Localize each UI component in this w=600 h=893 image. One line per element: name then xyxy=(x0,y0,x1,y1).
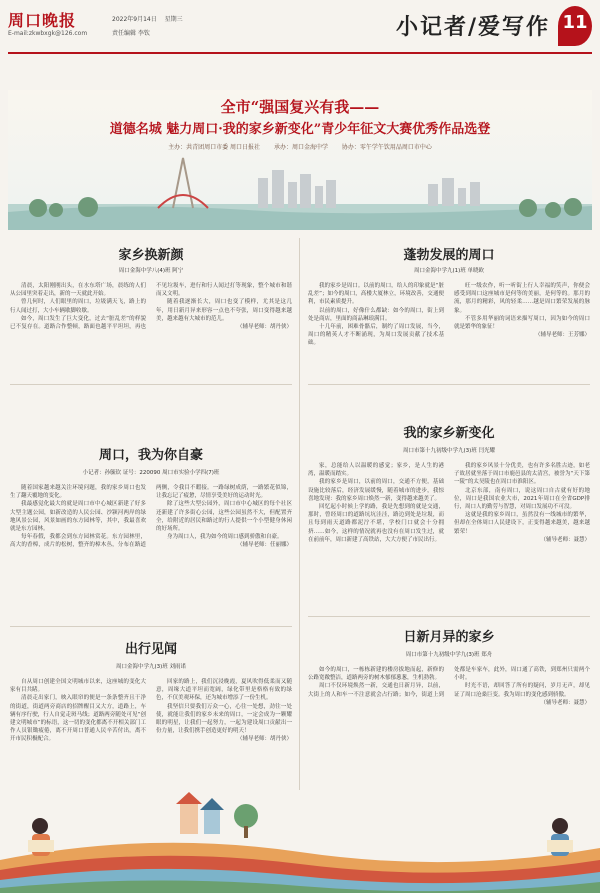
paragraph: 时光不语，却回答了所有的疑问，岁月无声，却见证了周口沧桑巨变。我为周口的变化感到骄傲。 xyxy=(454,683,590,698)
section-title: 小记者/爱写作 xyxy=(395,14,550,40)
paragraph: 回家的路上，我们沉浸晚霞，夏风吹得低柔而又随意，周缘大道平坦而宽阔，绿化带里是格格有致的绿色，不仅美观环保，还为城市增添了一份生机。 xyxy=(156,679,292,702)
paragraph: 我最感觉化最大的就是周口市中心城区新建了好多大型主题公园，如新改造的人民公园、沙颍河两岸的绿地风景公园，风景如画的东方园林等，其中，我最喜欢就是东方园林。 xyxy=(10,501,146,533)
paragraph: 我坚信只要我们万众一心，心往一处想，劲往一处使，就能让我们的家乡未来的周口，一定会成为一颗耀眼的明星，让我们一起努力，一起为建设周口贡献出一份力量，让我们携手创造更好的明天！ xyxy=(156,703,292,735)
banner-sponsors xyxy=(8,142,592,151)
article-hometown-new-look xyxy=(10,240,292,380)
paragraph: 清晨走出家门，映入眼帘的便是一条条整齐且干净的街道，街道两旁商店的招牌醒目又大方，道路上，车辆有序行驶，行人自觉走斑马线；道路两旁随处可见“创建文明城市”的标语，这一切的变化都离不开相关部门工作人员银锄疲倦，离不开周口普通人民辛苦付出，离不开市民积极配合。 xyxy=(10,695,146,743)
email-address: E-mail:zkwbxgk@126.com xyxy=(8,30,88,37)
paragraph: 如今，周口发生了巨大变化，过去“脏乱差”的样貌已不复存在。道路合作整顿，路面也越平平坦坦，再也不见垃圾车，进行和行人闻过打等现象，整个城市和谐而又文明。 xyxy=(10,283,292,331)
city-skyline-illustration xyxy=(8,152,592,230)
article-byline: 周口市第十九初级中学九(3)班 郑舟 xyxy=(405,652,493,658)
advisor-credit: （辅导老师：聂慧） xyxy=(540,699,590,706)
article-separator xyxy=(308,384,590,385)
article-title: 周口，我为你自豪 xyxy=(98,448,203,463)
paragraph: 我的家乡是周口，以前的周口，交通不方便，基础设施比较落后，经济发展缓慢，随着城市的进步，我惊喜地发现：我的家乡周口焕然一新，变得越来越美了。 xyxy=(308,479,444,502)
article-title: 蓬勃发展的周口 xyxy=(403,248,495,263)
masthead-rule xyxy=(8,52,592,54)
article-rapidly-changing-hometown xyxy=(308,620,590,790)
banner-title-line2: 道德名城 魅力周口·我的家乡新变化”青少年征文大赛优秀作品选登 xyxy=(109,122,491,137)
paragraph: 自从周口创建全国文明城市以来，这座城的变化大家有目共睹。 xyxy=(10,679,146,694)
paragraph: 家，总能给人以温暖的感觉；家乡，是人生的港湾，温暖而踏实。 xyxy=(308,463,444,478)
dateline xyxy=(112,14,189,23)
article-body xyxy=(308,666,590,758)
advisor-credit: （辅导老师：胡丹侠） xyxy=(236,324,292,331)
paragraph: 随着我逐渐长大，周口也变了模样，尤其是这几年，用日新月异来形容一点也不夸张，周口变得越来越美，越来越有大城市的范儿。 xyxy=(156,299,292,322)
paragraph: 我的家乡是周口。以前的周口，给人的印象就是“脏乱差”；如今的周口，高楼大厦林立，环境改善，交通便利，市民素质提升。 xyxy=(308,283,444,306)
paragraph: 这就是我的家乡周口，虽然没有一线城市的繁华，但却在全体周口人民建设下，正变得越来越美，越来越繁荣！ xyxy=(454,512,590,535)
article-body xyxy=(10,484,292,620)
paragraph: 如今的周口，一栋栋新建的楼房拔地而起，新修的公路宽敞整洁，道路两旁的树木郁郁葱葱，生机勃勃。 xyxy=(308,667,444,682)
article-body xyxy=(10,678,292,790)
sponsor-organizer: 主办：共青团周口市委 周口日报社 xyxy=(168,144,261,151)
reading-children-illustration xyxy=(0,790,600,893)
article-title: 出行见闻 xyxy=(124,642,177,657)
article-title: 家乡换新颜 xyxy=(118,248,184,263)
article-separator xyxy=(10,384,292,385)
paragraph: 以前的周口，好像什么都缺：如今的周口，街上到处是商店，里面的商品琳琅满目。 xyxy=(308,307,444,322)
sponsor-host: 承办：周口金海中学 xyxy=(273,144,328,151)
article-travel-observations xyxy=(10,632,292,792)
advisor-credit: （辅导老师：胡丹侠） xyxy=(236,736,292,743)
article-byline: 小记者：孙毓钦 证号：220090 周口市实验小学四(7)班 xyxy=(82,470,220,476)
paragraph: 清晨，太阳刚刚出头，在水东塔广场，晨练的人们从公园里突着走出，新的一天就此开始。 xyxy=(10,283,146,298)
article-hometown-changes xyxy=(308,412,590,612)
article-byline: 周口金海中学九(3)班 刘雨诺 xyxy=(115,664,187,670)
article-byline: 周口金海中学九(1)班 单晓欧 xyxy=(413,268,485,274)
paragraph: 十几年前，困难骨骼后，制约了周口发展，当今，周口的精英人才不断涌现，为周口发展贡献了技术基础。 xyxy=(308,324,444,347)
paragraph: 旺一级农作，听一听街上行人幸福的笑声，你便会感受到周口这座城市是何等的美丽，是何等的。那月的流，那月的精彩，风的轻柔……越是周口繁荣发展的脉象。 xyxy=(454,283,590,314)
article-title: 我的家乡新变化 xyxy=(403,426,495,441)
paragraph: 回忆起小时候上学的路，我是先想到的就是交通，那时，曾经周口的道路坑坑洼洼，路边到处是垃圾，而且每到雨天道路都泥泞不堪，学校门口就会十分拥挤……如今，这样的情况就再也没有在周口发生过，就在前前年，周口新建了高铁站，大大方便了市民出行。 xyxy=(308,504,444,543)
article-body xyxy=(10,282,292,378)
article-body xyxy=(308,282,590,378)
paragraph: 每年春假，我都会到东方园林赏花。东方园林里，高大的香樟，成片的松树，整齐的樟木丛，分布在路道两侧，令我目不暇接。一路绿树成荫，一路繁花似锦，让我忘记了疲惫，尽情享受美好的运动时光。 xyxy=(10,485,292,549)
paragraph: 我的家乡风景十分优美，也有许多名胜古迹，如老子故居就坐落于周口市鹿邑县的太清宫，被誉为“天下第一陵”的太昊陵也在周口市淮阳区。 xyxy=(454,463,590,486)
article-title: 日新月异的家乡 xyxy=(403,630,495,645)
banner-title-line1: 全市“强国复兴有我—— xyxy=(220,98,380,116)
issue-date: 2022年9月14日 xyxy=(112,16,157,23)
masthead xyxy=(0,0,600,72)
sponsor-coorganizer: 协办：零午学午饮用品周口市中心 xyxy=(341,144,432,151)
advisor-credit: （辅导老师：任丽娜） xyxy=(236,542,292,549)
paragraph: 不管多用华丽的词语来描写周口，因为如今的周口就是繁华的象征！ xyxy=(454,315,590,331)
paragraph: 周口不仅环境焕然一新，交通也日新月异，以前，大街上的人和车一不注意就会占行路；如今，街道上到处都是车家车，此外，周口通了高铁，到郑州只需两个小时。 xyxy=(308,667,590,698)
article-thriving-zhoukou xyxy=(308,240,590,380)
paragraph: 北京东部，南有周口，说这周口自古就有好的地位，周口是我国农业大市，2021年周口在全省GDP排行，周口人的勤劳与智慧，对周口发展功不可没。 xyxy=(454,487,590,511)
page-number: 11 xyxy=(558,6,592,46)
paragraph: 除了这些大型公园外，周口市中心城区的每个社区还新建了许多街心公园，这些公园虽然不大，但配置齐全，给附近的居民和路过的行人提供一个小型健身休闲的好场所。 xyxy=(156,501,292,533)
article-byline: 周口金海中学八(4)班 阿宁 xyxy=(118,268,184,274)
article-byline: 周口市第十九初级中学九(3)班 闫光耀 xyxy=(402,448,496,454)
issue-weekday: 星期三 xyxy=(164,16,183,23)
article-proud-of-zhoukou xyxy=(10,388,292,624)
contest-banner xyxy=(8,90,592,230)
column-divider xyxy=(299,238,300,790)
advisor-credit: （辅导老师：聂慧） xyxy=(540,536,590,543)
article-separator xyxy=(10,626,292,627)
paragraph: 曾几何时，人们眼里的周口，垃圾满天飞，路上的行人闻过打，大小车辆歇脚收歇。 xyxy=(10,299,146,314)
article-separator xyxy=(308,616,590,617)
newspaper-logo: 周口晚报 xyxy=(8,11,77,30)
article-body xyxy=(308,462,590,610)
advisor-credit: （辅导老师：王芳娜） xyxy=(534,332,590,339)
paragraph: 随着国家越来越关注环境问题，我的家乡周口也发生了翻天覆地的变化。 xyxy=(10,485,146,500)
editor-credit: 责任编辑 李钦 xyxy=(112,30,150,37)
paragraph: 身为周口人，我为如今的周口感到骄傲和自豪。 xyxy=(167,534,283,541)
